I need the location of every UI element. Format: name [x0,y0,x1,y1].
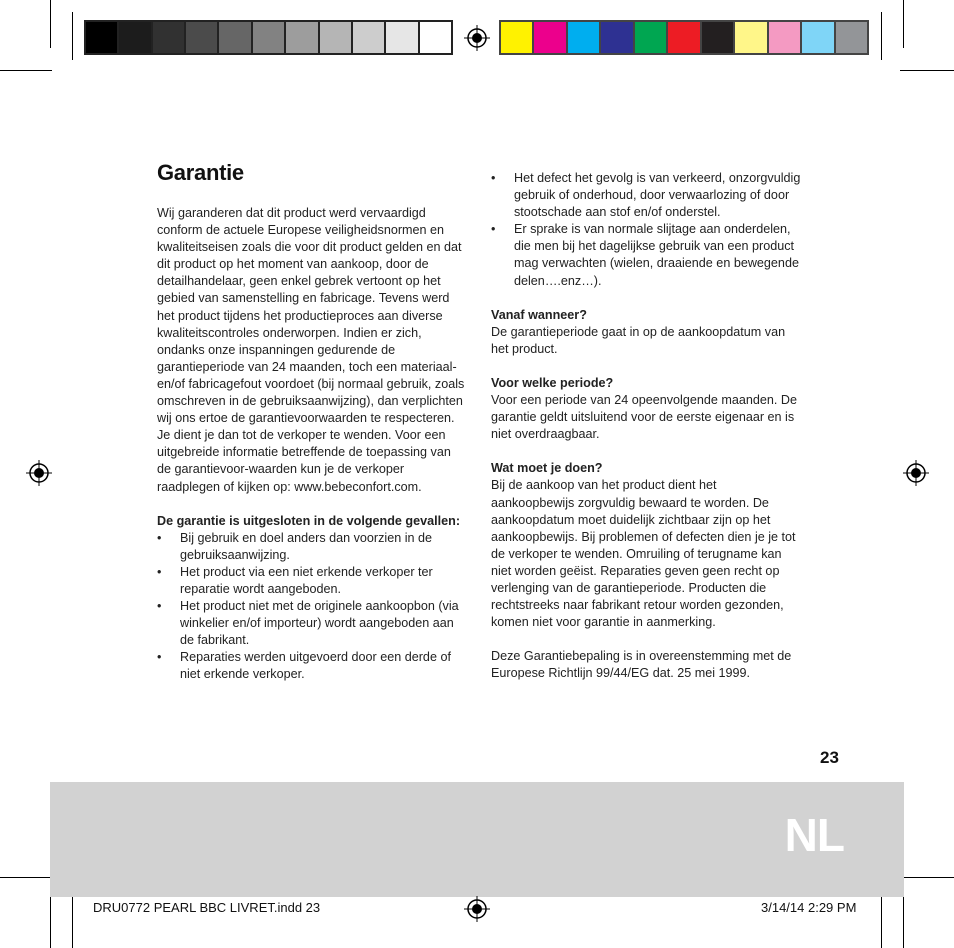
period-heading: Voor welke periode? [491,375,614,390]
color-swatch [668,22,701,53]
intro-paragraph: Wij garanderen dat dit product werd vervaardigd conform de actuele Europese veiligheidsnormen en kwaliteitseisen zoals die voor dit product gelden en dat dit product op het moment van aankoop, door de detailhandelaar, geen enkel gebrek vertoont op het gebied van samenstelling en fabricage. Tevens werd het product tijdens het productieproces aan diverse kwaliteitscontroles onderworpen. Indien er zich, ondanks onze inspanningen gedurende de garantieperiode van 24 maanden, toch een materiaal- en/of fabricagefout voordoet (bij normaal gebruik, zoals omschreven in de gebruiksaanwijzing), dan verplichten wij ons ertoe de garantievoorwaarden te respecteren. Je dient je dan tot de verkoper te wenden. Voor een uitgebreide informatie betreffende de toepassing van de garantievoor-waarden kun je de verkoper raadplegen of kijken op: www.bebeconfort.com. [157,206,465,494]
color-swatch [253,22,286,53]
list-item: • Bij gebruik en doel anders dan voorzien in de gebruiksaanwijzing. [157,530,467,564]
period-text: Voor een periode van 24 opeenvolgende maanden. De garantie geldt uitsluitend voor de eerste eigenaar en is niet overdraagbaar. [491,393,797,442]
color-swatch [702,22,735,53]
color-swatch [735,22,768,53]
exclusions-list-continued [491,170,803,290]
color-swatch [601,22,634,53]
exclusions-heading: De garantie is uitgesloten in de volgende gevallen: [157,513,461,528]
todo-text: Bij de aankoop van het product dient het aankoopbewijs zorgvuldig bewaard te worden. De aankoopdatum moet duidelijk zichtbaar zijn op het aankoopbewijs. Bij problemen of defecten dien je je tot de verkoper te wenden. Omruiling of terugname kan niet worden geëist. Reparaties geven geen recht op verlenging van de garantieperiode. Producten die rechtstreeks naar fabrikant retour worden gezonden, komen niet voor garantie in aanmerking. [491,478,796,630]
color-swatch [386,22,419,53]
list-item: • Het product via een niet erkende verkoper ter reparatie wordt aangeboden. [157,564,467,598]
left-column [157,205,467,684]
color-swatch [534,22,567,53]
registration-mark-icon [464,896,490,922]
color-swatch [836,22,867,53]
color-swatch [769,22,802,53]
color-swatch [635,22,668,53]
color-swatch [86,22,119,53]
color-calibration-bar [499,20,869,55]
color-swatch [353,22,386,53]
from-when-text: De garantieperiode gaat in op de aankoopdatum van het product. [491,324,786,356]
footer-timestamp: 3/14/14 2:29 PM [761,900,857,915]
list-item: • Er sprake is van normale slijtage aan onderdelen, die men bij het dagelijkse gebruik van een product mag verwachten (wielen, draaiende en bewegende delen….enz…). [491,221,803,289]
directive-text: Deze Garantiebepaling is in overeenstemming met de Europese Richtlijn 99/44/EG dat. 25 mei 1999. [491,649,792,681]
from-when-heading: Vanaf wanneer? [491,307,587,322]
list-item: • Het defect het gevolg is van verkeerd, onzorgvuldig gebruik of onderhoud, door verwaarlozing of door stootschade aan stof en/of onderstel. [491,170,803,221]
language-band [50,782,904,897]
color-swatch [153,22,186,53]
language-code: NL [784,809,844,861]
color-swatch [219,22,252,53]
list-item: • Reparaties werden uitgevoerd door een derde of niet erkende verkoper. [157,649,467,683]
color-swatch [286,22,319,53]
exclusions-list [157,530,467,684]
color-swatch [119,22,152,53]
grayscale-calibration-bar [84,20,453,55]
registration-mark-icon [464,25,490,51]
color-swatch [320,22,353,53]
page-title: Garantie [157,160,244,185]
registration-mark-icon [26,460,52,486]
registration-mark-icon [903,460,929,486]
color-swatch [186,22,219,53]
color-swatch [568,22,601,53]
color-swatch [420,22,451,53]
footer-file-info: DRU0772 PEARL BBC LIVRET.indd 23 [93,900,321,915]
right-column [491,170,803,682]
todo-heading: Wat moet je doen? [491,461,603,476]
page-number: 23 [820,748,839,767]
color-swatch [501,22,534,53]
color-swatch [802,22,835,53]
list-item: • Het product niet met de originele aankoopbon (via winkelier en/of importeur) wordt aangeboden aan de fabrikant. [157,598,467,649]
